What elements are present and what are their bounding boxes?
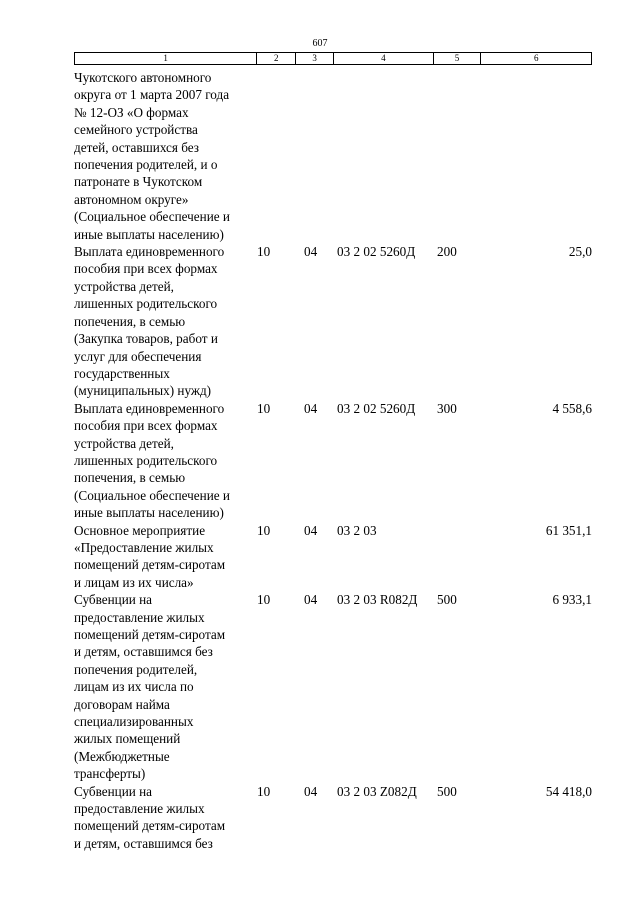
row-amount: 54 418,0 — [545, 783, 592, 799]
row-section — [257, 69, 296, 243]
column-header-5: 5 — [434, 53, 482, 64]
table-row — [74, 69, 592, 243]
row-target-code: 03 2 02 5260Д — [337, 400, 416, 416]
row-expense-type: 500 — [437, 592, 457, 608]
table-row — [74, 243, 592, 400]
row-description: Выплата единовременного пособия при всех формах устройства детей, лишенных родительского попечения, в семью (Социальное обеспечение и иные выплаты населению) — [74, 400, 230, 521]
row-section: 10 — [257, 592, 271, 608]
row-amount: 6 933,1 — [552, 592, 592, 608]
column-header-2: 2 — [257, 53, 296, 64]
row-section: 10 — [257, 400, 271, 416]
page-number: 607 — [312, 38, 328, 49]
column-header-row — [74, 52, 592, 65]
column-header-4: 4 — [334, 53, 434, 64]
row-expense-type: 500 — [437, 783, 457, 799]
row-description: Субвенции на предоставление жилых помещений детям-сиротам и детям, оставшимся без — [74, 783, 226, 851]
table-body — [74, 69, 592, 852]
row-description: Выплата единовременного пособия при всех формах устройства детей, лишенных родительского попечения, в семью (Закупка товаров, работ и услуг для обеспечения государственных (муниципальных) нужд) — [74, 244, 225, 399]
column-header-3: 3 — [296, 53, 334, 64]
row-section: 10 — [257, 522, 271, 538]
row-amount: 61 351,1 — [545, 522, 592, 538]
row-target-code — [334, 69, 434, 243]
column-header-6: 6 — [533, 53, 539, 63]
row-target-code: 03 2 02 5260Д — [337, 244, 416, 260]
row-section: 10 — [257, 244, 271, 260]
row-description: Субвенции на предоставление жилых помещений детям-сиротам и детям, оставшимся без попечения родителей, лицам из их числа по договорам найма специализированных жилых помещений (Межбюджетные трансферты) — [74, 592, 226, 782]
row-expense-type: 200 — [437, 244, 457, 260]
row-subsection: 04 — [304, 400, 318, 416]
column-header-1: 1 — [75, 53, 257, 64]
row-subsection: 04 — [304, 244, 318, 260]
row-expense-type — [434, 522, 482, 592]
row-description: Основное мероприятие «Предоставление жилых помещений детям-сиротам и лицам из их числа» — [74, 522, 226, 590]
row-amount: 4 558,6 — [552, 400, 592, 416]
row-target-code: 03 2 03 R082Д — [337, 592, 418, 608]
row-section: 10 — [257, 783, 271, 799]
table-row — [74, 400, 592, 522]
row-subsection — [296, 69, 334, 243]
row-amount — [482, 69, 592, 243]
row-amount: 25,0 — [568, 244, 592, 260]
row-subsection: 04 — [304, 592, 318, 608]
table-row — [74, 783, 592, 853]
row-target-code: 03 2 03 Z082Д — [337, 783, 417, 799]
row-subsection: 04 — [304, 783, 318, 799]
row-expense-type: 300 — [437, 400, 457, 416]
row-target-code: 03 2 03 — [337, 522, 377, 538]
row-subsection: 04 — [304, 522, 318, 538]
table-row — [74, 591, 592, 782]
row-description: Чукотского автономного округа от 1 марта 2007 года № 12-ОЗ «О формах семейного устройства детей, оставшихся без попечения родителей, и о патронате в Чукотском автономном округе» (Социальное обеспечение и иные выплаты населению) — [74, 70, 230, 242]
table-row — [74, 522, 592, 592]
row-expense-type — [434, 69, 482, 243]
